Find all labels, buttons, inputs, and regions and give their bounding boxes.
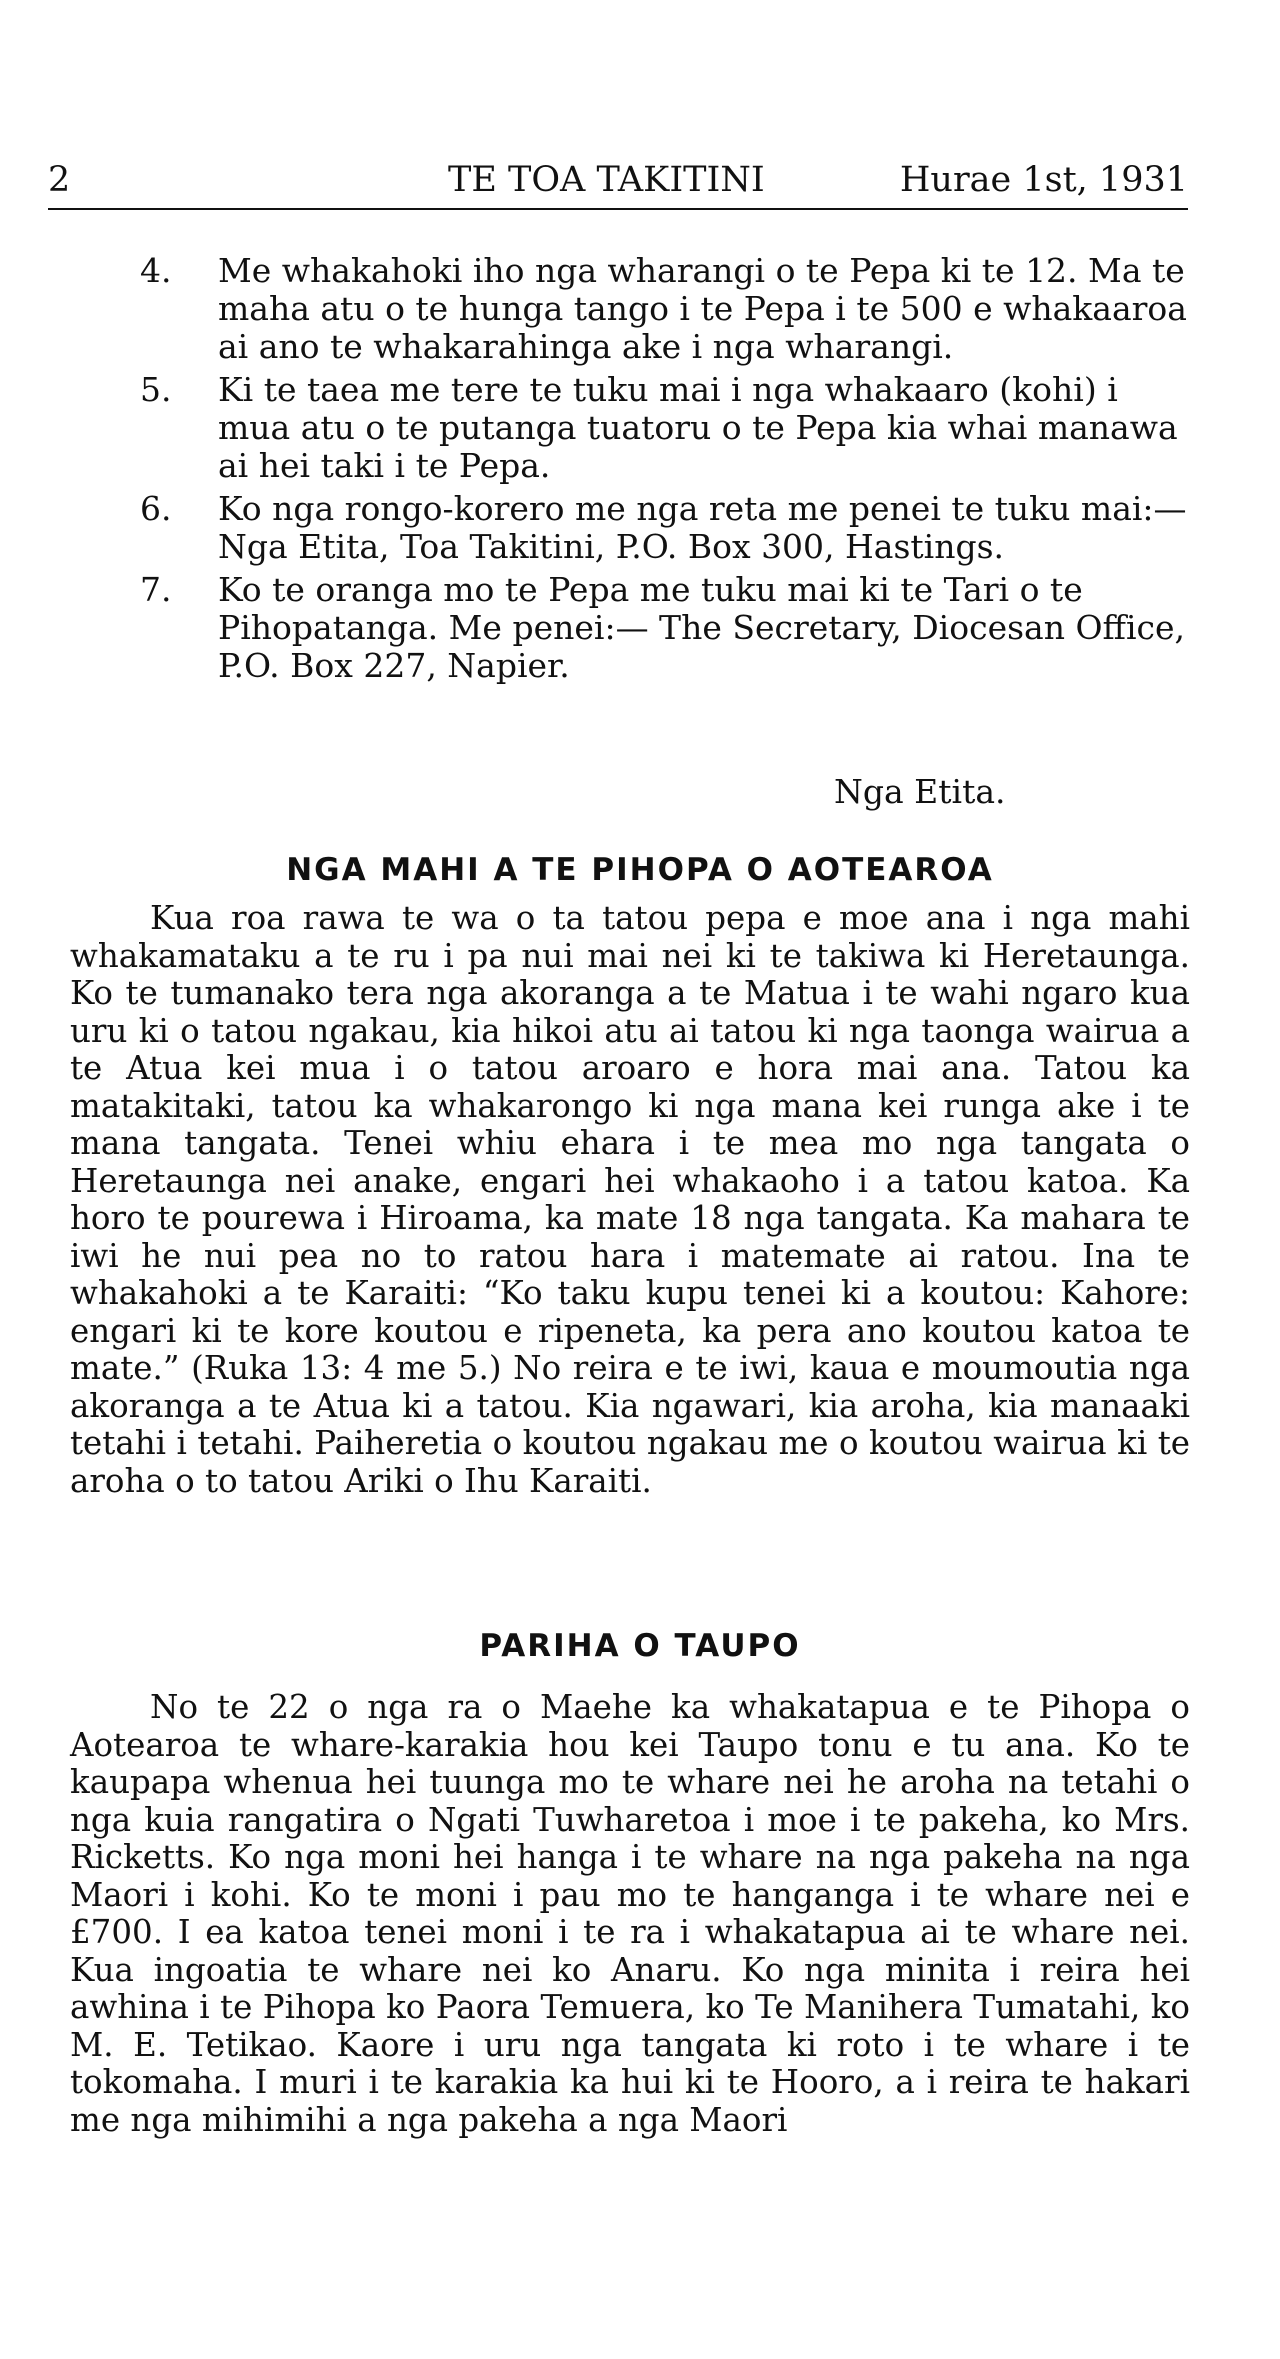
- page-header: [48, 158, 1188, 210]
- notice-item: [140, 490, 1190, 566]
- notice-item: [140, 252, 1190, 366]
- notice-number: 7.: [140, 570, 172, 609]
- section-heading: NGA MAHI A TE PIHOPA O AOTEAROA: [286, 852, 994, 888]
- masthead-title: TE TOA TAKITINI: [448, 160, 765, 200]
- notice-number: 5.: [140, 370, 172, 409]
- page-number: 2: [48, 160, 71, 200]
- notice-item: [140, 571, 1190, 685]
- notice-text: Me whakahoki iho nga wharangi o te Pepa ki te 12. Ma te maha atu o te hunga tango i te Pepa i te 500 e whakaaroa ai ano te whakarahinga ake i nga wharangi.: [218, 251, 1187, 366]
- notice-list: [140, 252, 1190, 690]
- notice-text: Ki te taea me tere te tuku mai i nga whakaaro (kohi) i mua atu o te putanga tuatoru o te Pepa kia whai manawa ai hei taki i te Pepa.: [218, 370, 1178, 485]
- section-heading: PARIHA O TAUPO: [479, 1628, 801, 1664]
- article-body: No te 22 o nga ra o Maehe ka whakatapua e te Pihopa o Aotearoa te whare-karakia hou kei Taupo tonu e tu ana. Ko te kaupapa whenua hei tuunga mo te whare nei he aroha na tetahi o nga kuia rangatira o Ngati Tuwharetoa i moe i te pakeha, ko Mrs. Ricketts. Ko nga moni hei hanga i te whare na nga pakeha na nga Maori i kohi. Ko te moni i pau mo te hanganga i te whare nei e £700. I ea katoa tenei moni i te ra i whakatapua ai te whare nei. Kua ingoatia te whare nei ko Anaru. Ko nga minita i reira hei awhina i te Pihopa ko Paora Temuera, ko Te Manihera Tumatahi, ko M. E. Tetikao. Kaore i uru nga tangata ki roto i te whare i te tokomaha. I muri i te karakia ka hui ki te Hooro, a i reira te hakari me nga mihimihi a nga pakeha a nga Maori: [70, 1688, 1190, 2139]
- notice-number: 4.: [140, 251, 172, 290]
- notice-item: [140, 371, 1190, 485]
- notice-number: 6.: [140, 489, 172, 528]
- article-body: Kua roa rawa te wa o ta tatou pepa e moe ana i nga mahi whakamataku a te ru i pa nui mai nei ki te takiwa ki Heretaunga. Ko te tumanako tera nga akoranga a te Matua i te wahi ngaro kua uru ki o tatou ngakau, kia hikoi atu ai tatou ki nga taonga wairua a te Atua kei mua i o tatou aroaro e hora mai ana. Tatou ka matakitaki, tatou ka whakarongo ki nga mana kei runga ake i te mana tangata. Tenei whiu ehara i te mea mo nga tangata o Heretaunga nei anake, engari hei whakaoho i a tatou katoa. Ka horo te pourewa i Hiroama, ka mate 18 nga tangata. Ka mahara te iwi he nui pea no to ratou hara i matemate ai ratou. Ina te whakahoki a te Karaiti: “Ko taku kupu tenei ki a koutou: Kahore: engari ki te kore koutou e ripeneta, ka pera ano koutou katoa te mate.” (Ruka 13: 4 me 5.) No reira e te iwi, kaua e moumoutia nga akoranga a te Atua ki a tatou. Kia ngawari, kia aroha, kia manaaki tetahi i tetahi. Paiheretia o koutou ngakau me o koutou wairua ki te aroha o to tatou Ariki o Ihu Karaiti.: [70, 899, 1190, 1500]
- notice-text: Ko nga rongo-korero me nga reta me penei te tuku mai:—Nga Etita, Toa Takitini, P.O. Box 300, Hastings.: [218, 489, 1187, 566]
- editors-signoff: Nga Etita.: [834, 772, 1006, 811]
- notice-text: Ko te oranga mo te Pepa me tuku mai ki te Tari o te Pihopatanga. Me penei:— The Secretary, Diocesan Office, P.O. Box 227, Napier.: [218, 570, 1186, 685]
- issue-date: Hurae 1st, 1931: [899, 160, 1188, 200]
